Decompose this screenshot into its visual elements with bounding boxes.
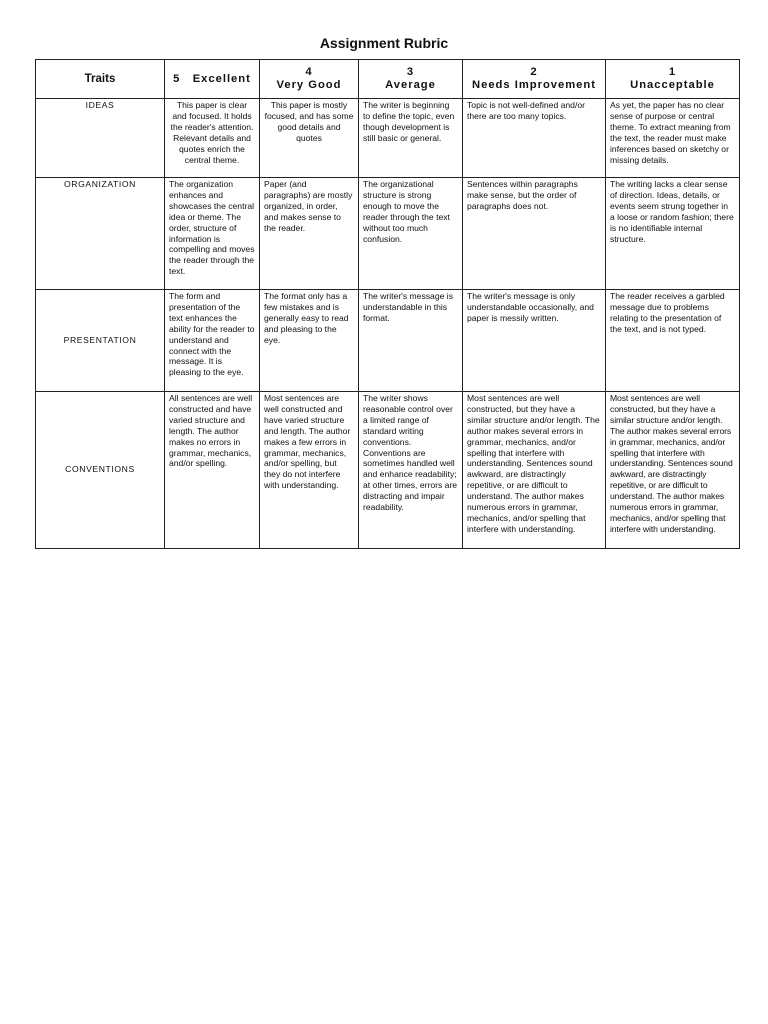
trait-ideas: IDEAS bbox=[36, 99, 165, 178]
header-average bbox=[359, 60, 463, 99]
row-presentation bbox=[36, 290, 740, 392]
header-excellent-label: Excellent bbox=[192, 72, 251, 85]
cell-organization-excellent: The organization enhances and showcases the central idea or theme. The order, structure of information is compelling and moves the reader through the text. bbox=[165, 178, 260, 290]
cell-organization-unacceptable: The writing lacks a clear sense of direction. Ideas, details, or events seem strung together in a loose or random fashion; there is no identifiable internal structure. bbox=[606, 178, 740, 290]
cell-conventions-excellent: All sentences are well constructed and have varied structure and length. The author makes no errors in grammar, mechanics, and/or spelling. bbox=[165, 392, 260, 549]
header-unacceptable-number: 1 bbox=[668, 66, 677, 78]
header-very-good bbox=[260, 60, 359, 99]
row-conventions bbox=[36, 392, 740, 549]
cell-ideas-average: The writer is beginning to define the topic, even though development is still basic or general. bbox=[359, 99, 463, 178]
header-unacceptable bbox=[606, 60, 740, 99]
trait-presentation: PRESENTATION bbox=[36, 290, 165, 392]
header-average-number: 3 bbox=[406, 66, 415, 78]
cell-presentation-unacceptable: The reader receives a garbled message due to problems relating to the presentation of the text, and is not typed. bbox=[606, 290, 740, 392]
row-ideas bbox=[36, 99, 740, 178]
cell-organization-needs-improvement: Sentences within paragraphs make sense, but the order of paragraphs does not. bbox=[463, 178, 606, 290]
cell-presentation-needs-improvement: The writer's message is only understandable occasionally, and paper is messily written. bbox=[463, 290, 606, 392]
header-needs-improvement-number: 2 bbox=[530, 66, 538, 78]
trait-organization: ORGANIZATION bbox=[36, 178, 165, 290]
cell-ideas-excellent: This paper is clear and focused. It holds the reader's attention. Relevant details and quotes enrich the central theme. bbox=[165, 99, 260, 178]
page-title: Assignment Rubric bbox=[319, 35, 449, 51]
cell-ideas-needs-improvement: Topic is not well-defined and/or there are too many topics. bbox=[463, 99, 606, 178]
row-organization bbox=[36, 178, 740, 290]
header-excellent-number: 5 bbox=[173, 72, 181, 85]
cell-conventions-unacceptable: Most sentences are well constructed, but they have a similar structure and/or length. The author makes several errors in grammar, mechanics, and/or spelling that interfere with understanding. Sentences sound awkward, are distractingly repetitive, or are difficult to understand. The author makes numerous errors in grammar, mechanics, and/or spelling that interfere with understanding. bbox=[606, 392, 740, 549]
header-needs-improvement bbox=[463, 60, 606, 99]
cell-conventions-needs-improvement: Most sentences are well constructed, but they have a similar structure and/or length. The author makes several errors in grammar, mechanics, and/or spelling that interfere with understanding. Sentences sound awkward, are distractingly repetitive, or are difficult to understand. The author makes numerous errors in grammar, mechanics, and/or spelling that interfere with understanding. bbox=[463, 392, 606, 549]
header-very-good-label: Very Good bbox=[276, 79, 342, 91]
cell-ideas-unacceptable: As yet, the paper has no clear sense of purpose or central theme. To extract meaning from the text, the reader must make inferences based on sketchy or missing details. bbox=[606, 99, 740, 178]
cell-conventions-very-good: Most sentences are well constructed and have varied structure and length. The author makes a few errors in grammar, mechanics, and/or spelling, but they do not interfere with understanding. bbox=[260, 392, 359, 549]
header-excellent bbox=[165, 60, 260, 99]
cell-presentation-excellent: The form and presentation of the text enhances the ability for the reader to understand and connect with the message. It is pleasing to the eye. bbox=[165, 290, 260, 392]
header-average-label: Average bbox=[385, 79, 436, 91]
header-unacceptable-label: Unacceptable bbox=[630, 79, 715, 91]
cell-organization-very-good: Paper (and paragraphs) are mostly organized, in order, and makes sense to the reader. bbox=[260, 178, 359, 290]
cell-organization-average: The organizational structure is strong enough to move the reader through the text without too much confusion. bbox=[359, 178, 463, 290]
header-row bbox=[36, 60, 740, 99]
header-traits: Traits bbox=[36, 60, 165, 99]
cell-ideas-very-good: This paper is mostly focused, and has some good details and quotes bbox=[260, 99, 359, 178]
rubric-table bbox=[35, 59, 740, 549]
cell-presentation-average: The writer's message is understandable in this format. bbox=[359, 290, 463, 392]
cell-conventions-average: The writer shows reasonable control over a limited range of standard writing conventions. Conventions are sometimes handled well and enhance readability; at other times, errors are distracting and impair readability. bbox=[359, 392, 463, 549]
header-needs-improvement-label: Needs Improvement bbox=[472, 79, 596, 91]
cell-presentation-very-good: The format only has a few mistakes and is generally easy to read and pleasing to the eye. bbox=[260, 290, 359, 392]
header-very-good-number: 4 bbox=[305, 66, 313, 78]
trait-conventions: CONVENTIONS bbox=[36, 392, 165, 549]
